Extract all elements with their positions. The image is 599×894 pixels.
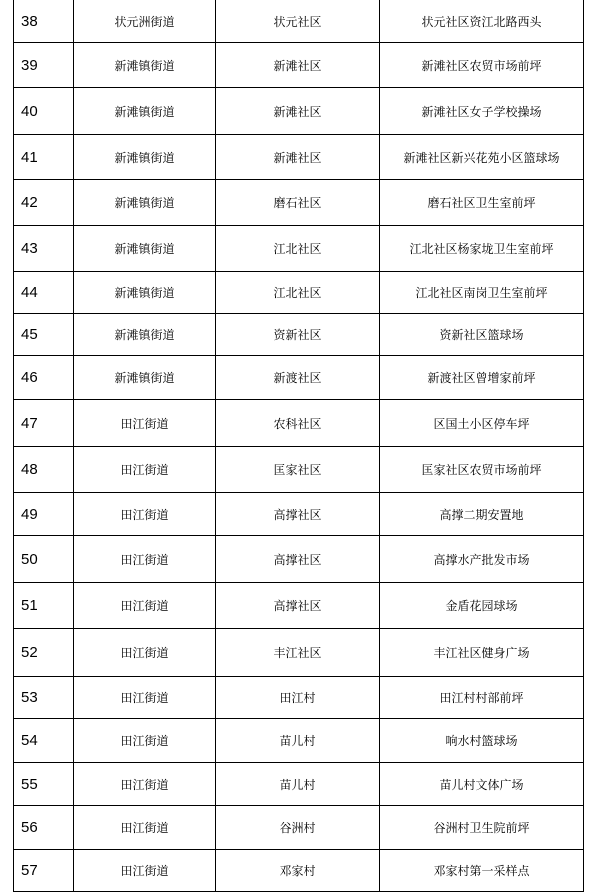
community-cell: 高撑社区 — [216, 583, 380, 629]
site-cell: 金盾花园球场 — [380, 583, 584, 629]
street-cell: 田江街道 — [74, 763, 216, 806]
street-cell: 田江街道 — [74, 447, 216, 493]
street-cell: 新滩镇街道 — [74, 226, 216, 272]
street-cell: 新滩镇街道 — [74, 88, 216, 135]
site-cell: 丰江社区健身广场 — [380, 629, 584, 677]
street-cell: 新滩镇街道 — [74, 314, 216, 356]
table-row — [14, 583, 584, 629]
row-number-cell: 55 — [14, 763, 74, 806]
community-cell: 新滩社区 — [216, 43, 380, 88]
site-cell: 资新社区篮球场 — [380, 314, 584, 356]
table-row — [14, 356, 584, 400]
row-number-cell: 51 — [14, 583, 74, 629]
community-cell: 江北社区 — [216, 272, 380, 314]
street-cell: 田江街道 — [74, 536, 216, 583]
row-number-cell: 38 — [14, 0, 74, 43]
community-cell: 丰江社区 — [216, 629, 380, 677]
community-cell: 谷洲村 — [216, 806, 380, 850]
street-cell: 新滩镇街道 — [74, 43, 216, 88]
table-row — [14, 850, 584, 892]
site-cell: 磨石社区卫生室前坪 — [380, 180, 584, 226]
street-cell: 田江街道 — [74, 806, 216, 850]
community-cell: 匡家社区 — [216, 447, 380, 493]
community-cell: 江北社区 — [216, 226, 380, 272]
table-row — [14, 400, 584, 447]
community-cell: 高撑社区 — [216, 536, 380, 583]
table-row — [14, 135, 584, 180]
street-cell: 田江街道 — [74, 850, 216, 892]
table-row — [14, 43, 584, 88]
table-row — [14, 180, 584, 226]
row-number-cell: 47 — [14, 400, 74, 447]
site-cell: 江北社区杨家垅卫生室前坪 — [380, 226, 584, 272]
table-row — [14, 88, 584, 135]
street-cell: 田江街道 — [74, 400, 216, 447]
row-number-cell: 52 — [14, 629, 74, 677]
street-cell: 田江街道 — [74, 677, 216, 719]
row-number-cell: 45 — [14, 314, 74, 356]
street-cell: 田江街道 — [74, 719, 216, 763]
site-cell: 区国土小区停车坪 — [380, 400, 584, 447]
community-cell: 高撑社区 — [216, 493, 380, 536]
street-cell: 田江街道 — [74, 629, 216, 677]
site-cell: 高撑水产批发市场 — [380, 536, 584, 583]
table-row — [14, 226, 584, 272]
row-number-cell: 53 — [14, 677, 74, 719]
row-number-cell: 50 — [14, 536, 74, 583]
site-cell: 谷洲村卫生院前坪 — [380, 806, 584, 850]
street-cell: 田江街道 — [74, 583, 216, 629]
community-cell: 新滩社区 — [216, 88, 380, 135]
site-cell: 新渡社区曾增家前坪 — [380, 356, 584, 400]
row-number-cell: 56 — [14, 806, 74, 850]
community-cell: 农科社区 — [216, 400, 380, 447]
table-row — [14, 719, 584, 763]
table-row — [14, 677, 584, 719]
row-number-cell: 57 — [14, 850, 74, 892]
street-cell: 新滩镇街道 — [74, 135, 216, 180]
row-number-cell: 39 — [14, 43, 74, 88]
community-cell: 田江村 — [216, 677, 380, 719]
table-row — [14, 493, 584, 536]
street-cell: 田江街道 — [74, 493, 216, 536]
community-cell: 邓家村 — [216, 850, 380, 892]
community-cell: 新渡社区 — [216, 356, 380, 400]
row-number-cell: 41 — [14, 135, 74, 180]
sampling-site-table — [13, 0, 584, 892]
community-cell: 磨石社区 — [216, 180, 380, 226]
site-cell: 新滩社区女子学校操场 — [380, 88, 584, 135]
table-row — [14, 0, 584, 43]
site-cell: 状元社区资江北路西头 — [380, 0, 584, 43]
table-row — [14, 806, 584, 850]
site-cell: 新滩社区新兴花苑小区篮球场 — [380, 135, 584, 180]
site-cell: 江北社区南岗卫生室前坪 — [380, 272, 584, 314]
street-cell: 新滩镇街道 — [74, 272, 216, 314]
row-number-cell: 46 — [14, 356, 74, 400]
site-cell: 高撑二期安置地 — [380, 493, 584, 536]
table-row — [14, 629, 584, 677]
table-row — [14, 447, 584, 493]
row-number-cell: 42 — [14, 180, 74, 226]
site-cell: 田江村村部前坪 — [380, 677, 584, 719]
community-cell: 苗儿村 — [216, 763, 380, 806]
table-row — [14, 763, 584, 806]
row-number-cell: 43 — [14, 226, 74, 272]
row-number-cell: 48 — [14, 447, 74, 493]
site-cell: 新滩社区农贸市场前坪 — [380, 43, 584, 88]
table-row — [14, 536, 584, 583]
site-cell: 匡家社区农贸市场前坪 — [380, 447, 584, 493]
community-cell: 新滩社区 — [216, 135, 380, 180]
street-cell: 状元洲街道 — [74, 0, 216, 43]
site-cell: 苗儿村文体广场 — [380, 763, 584, 806]
row-number-cell: 54 — [14, 719, 74, 763]
table-row — [14, 314, 584, 356]
community-cell: 状元社区 — [216, 0, 380, 43]
site-cell: 邓家村第一采样点 — [380, 850, 584, 892]
table-row — [14, 272, 584, 314]
site-cell: 响水村篮球场 — [380, 719, 584, 763]
table-body — [14, 0, 584, 892]
row-number-cell: 49 — [14, 493, 74, 536]
community-cell: 资新社区 — [216, 314, 380, 356]
street-cell: 新滩镇街道 — [74, 356, 216, 400]
row-number-cell: 44 — [14, 272, 74, 314]
street-cell: 新滩镇街道 — [74, 180, 216, 226]
community-cell: 苗儿村 — [216, 719, 380, 763]
row-number-cell: 40 — [14, 88, 74, 135]
